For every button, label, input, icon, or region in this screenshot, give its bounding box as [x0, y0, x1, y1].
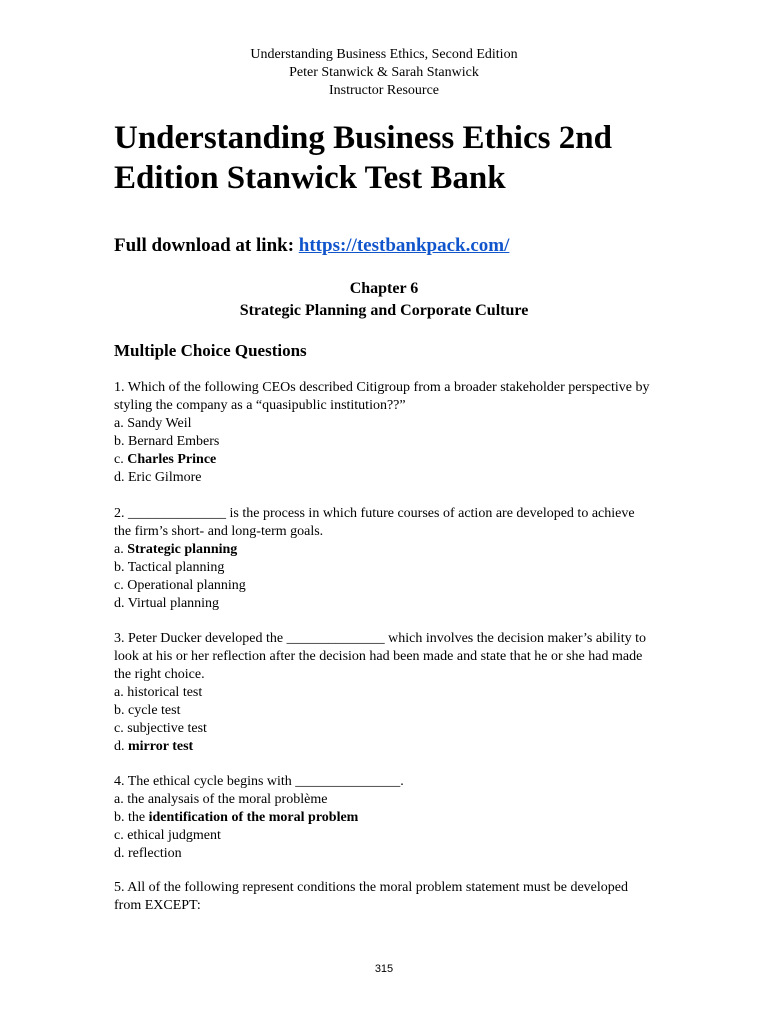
- question-1: [114, 379, 654, 487]
- question-4: [114, 773, 654, 863]
- chapter-heading: [0, 278, 768, 322]
- page-number: 315: [374, 963, 394, 975]
- document-title: Understanding Business Ethics 2nd Edition Stanwick Test Bank: [114, 120, 612, 196]
- download-line: [114, 234, 509, 258]
- option-a: a. historical test: [114, 685, 203, 700]
- option-c-correct: c. Charles Prince: [114, 452, 217, 467]
- header-book-title: Understanding Business Ethics, Second Edition: [250, 47, 518, 62]
- question-2: [114, 505, 654, 613]
- chapter-name: Strategic Planning and Corporate Culture: [239, 302, 529, 319]
- question-text: 3. Peter Ducker developed the ______________ which involves the decision maker’s ability to look at his or her reflection after the decision had been made and state that he or she had made the right choice.: [114, 631, 647, 682]
- option-c: c. Operational planning: [114, 578, 246, 593]
- option-b: b. Tactical planning: [114, 560, 225, 575]
- section-heading: Multiple Choice Questions: [114, 341, 307, 360]
- option-d: d. Eric Gilmore: [114, 470, 202, 485]
- option-a: a. Sandy Weil: [114, 416, 192, 431]
- question-text: 2. ______________ is the process in which future courses of action are developed to achieve the firm’s short- and long-term goals.: [114, 506, 635, 539]
- chapter-number: Chapter 6: [349, 280, 419, 297]
- option-c: c. ethical judgment: [114, 828, 221, 843]
- option-d: d. Virtual planning: [114, 596, 220, 611]
- header-authors: Peter Stanwick & Sarah Stanwick: [289, 65, 479, 80]
- question-text: 5. All of the following represent conditions the moral problem statement must be developed from EXCEPT:: [114, 880, 628, 913]
- option-a-correct: a. Strategic planning: [114, 542, 238, 557]
- question-3: [114, 630, 654, 756]
- question-text: 1. Which of the following CEOs described Citigroup from a broader stakeholder perspective by styling the company as a “quasipublic institution??”: [114, 380, 650, 413]
- option-a: a. the analysais of the moral problème: [114, 792, 328, 807]
- question-5: [114, 879, 654, 915]
- option-c: c. subjective test: [114, 721, 207, 736]
- option-b-correct: b. the identification of the moral problem: [114, 810, 359, 825]
- download-link[interactable]: https://testbankpack.com/: [298, 235, 510, 256]
- option-b: b. cycle test: [114, 703, 181, 718]
- option-d: d. reflection: [114, 846, 182, 861]
- option-d-correct: d. mirror test: [114, 739, 194, 754]
- document-header: [0, 46, 768, 100]
- question-text: 4. The ethical cycle begins with _______________.: [114, 774, 404, 789]
- download-label: Full download at link:: [114, 235, 299, 256]
- header-resource-type: Instructor Resource: [328, 83, 440, 98]
- option-b: b. Bernard Embers: [114, 434, 220, 449]
